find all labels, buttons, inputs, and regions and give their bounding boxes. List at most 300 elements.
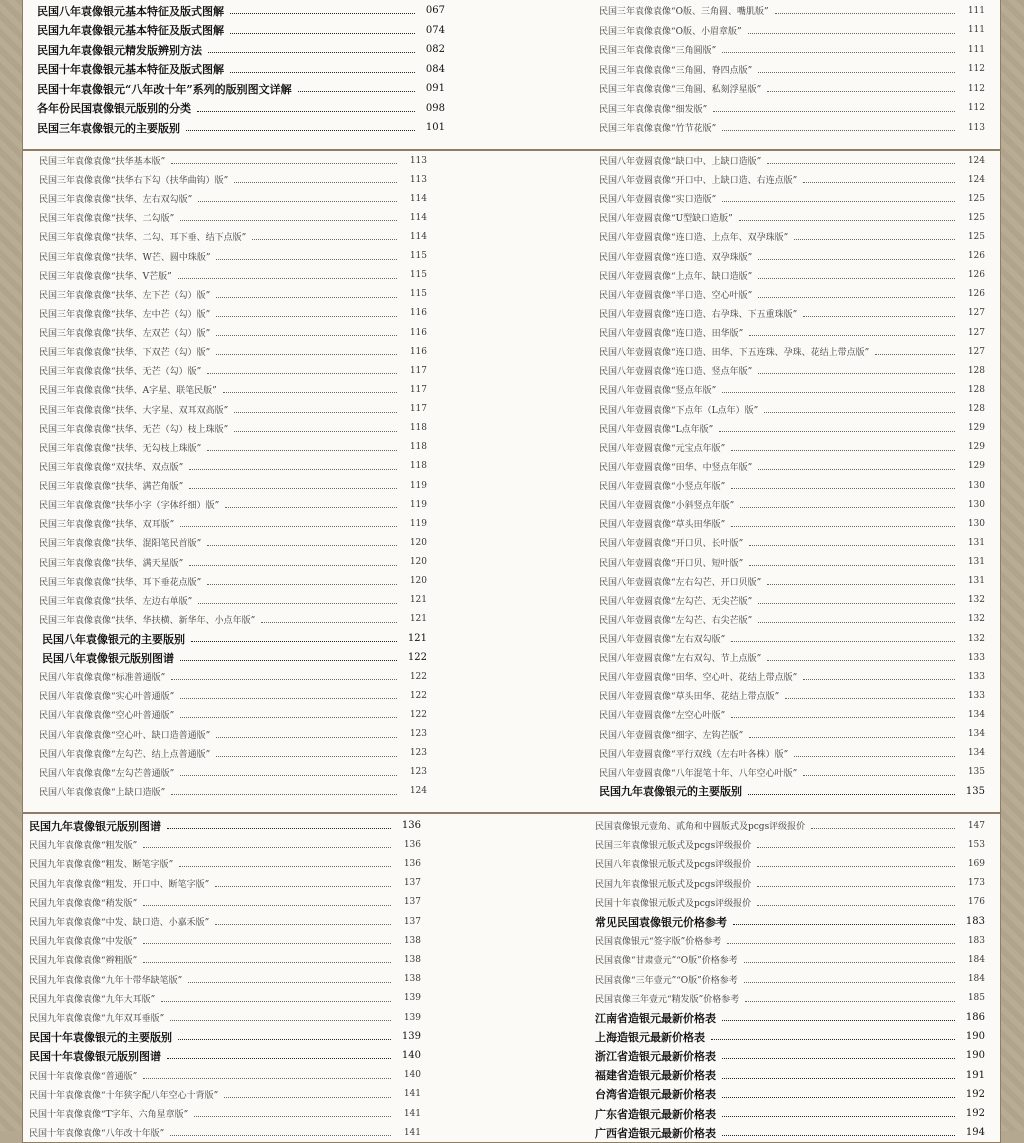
entry-title: 民国袁像银元“签字版”价格参考 [595,937,722,948]
page-number: 132 [967,595,985,606]
toc-entry[interactable] [39,361,427,380]
toc-entry[interactable] [599,438,985,457]
page-number: 067 [425,5,445,16]
toc-entry[interactable] [599,227,985,246]
toc-entry[interactable] [39,419,427,438]
entry-title: 民国三年袁像袁像“扶华、二勾版” [39,214,175,225]
toc-entry[interactable] [599,610,985,629]
entry-title: 民国八年袁像银元基本特征及版式图解 [37,4,224,18]
entry-title: 民国三年袁像袁像“扶华、W芒、圆中珠版” [39,252,211,263]
toc-heading-entry[interactable] [599,782,985,801]
entry-title: 民国八年壹圆袁像“开口中、上缺口造、右连点版” [599,176,798,187]
page-number: 115 [409,289,427,300]
toc-entry[interactable] [599,380,985,399]
toc-heading-entry[interactable] [37,1,445,20]
toc-heading-entry[interactable] [37,99,445,118]
page-number: 138 [403,954,421,965]
entry-title: 民国三年袁像袁像“扶华、无芒（勾）枝上珠版” [39,424,229,435]
toc-heading-entry[interactable] [595,1104,985,1123]
toc-entry[interactable] [599,247,985,266]
toc-entry[interactable] [39,782,427,801]
entry-title: 江南省造银元最新价格表 [595,1011,716,1025]
toc-entry[interactable] [599,323,985,342]
entry-title: 民国八年壹圆袁像“田华、空心叶、花结上带点版” [599,673,798,684]
dot-leader [216,297,397,298]
page-number: 136 [403,839,421,850]
page-number: 123 [409,748,427,759]
page-number: 169 [967,858,985,869]
toc-entry[interactable] [599,744,985,763]
page-number: 115 [409,251,427,262]
toc-entry[interactable] [599,533,985,552]
dot-leader [216,354,397,355]
page-number: 111 [967,5,985,16]
dot-leader [875,354,955,355]
page-number: 123 [409,767,427,778]
toc-entry[interactable] [29,912,421,931]
dot-leader [749,545,955,546]
entry-title: 民国十年袁像袁像“T字年、六角星章版” [29,1110,189,1120]
page-number: 113 [409,155,427,166]
entry-title: 民国三年袁像袁像“竹节花版” [599,124,717,134]
dot-leader [748,794,955,795]
page-number: 098 [425,102,445,114]
toc-entry[interactable] [599,648,985,667]
dot-leader [298,91,415,92]
page-number: 112 [967,103,985,113]
toc-entry[interactable] [39,533,427,552]
toc-entry[interactable] [599,189,985,208]
toc-entry[interactable] [599,553,985,572]
entry-title: 民国八年壹圆袁像“缺口中、上缺口造版” [599,157,762,167]
page-number: 176 [967,897,985,908]
toc-heading-entry[interactable] [595,1046,985,1065]
toc-entry[interactable] [39,151,427,170]
page-number: 140 [401,1050,421,1062]
dot-leader [161,1001,391,1002]
toc-entry[interactable] [595,854,985,873]
toc-entry[interactable] [39,380,427,399]
page-number: 137 [403,916,421,927]
dot-leader [207,584,397,585]
dot-leader [180,717,397,718]
page-number: 136 [401,820,421,831]
toc-entry[interactable] [39,591,427,610]
entry-title: 民国三年袁像袁像“O版、小眉章版” [599,26,742,37]
toc-entry[interactable] [599,725,985,744]
entry-title: 民国八年壹圆袁像“开口贝、短叶版” [599,558,744,569]
entry-title: 民国八年壹圆袁像“左勾芒、无尖芒版” [599,596,753,607]
toc-entry[interactable] [599,476,985,495]
toc-entry[interactable] [599,495,985,514]
dot-leader [767,660,955,661]
dot-leader [216,259,397,260]
dot-leader [749,335,955,336]
dot-leader [216,335,397,336]
entry-title: 民国三年袁像袁像“细发版” [599,104,708,115]
dot-leader [179,866,391,867]
entry-title: 民国九年袁像袁像“粗发版” [29,841,138,852]
entry-title: 民国九年袁像袁像“九年双耳垂版” [29,1014,165,1024]
toc-entry[interactable] [39,342,427,361]
toc-heading-entry[interactable] [39,648,427,667]
entry-title: 民国九年袁像袁像“粗发、断笔字版” [29,860,174,871]
page-number: 121 [409,595,427,606]
entry-title: 民国八年壹圆袁像“田华、中竖点年版” [599,462,753,473]
toc-entry[interactable] [599,79,985,98]
dot-leader [207,450,397,451]
toc-entry[interactable] [599,266,985,285]
dot-leader [731,450,955,451]
page-number: 134 [967,709,985,720]
toc-heading-entry[interactable] [595,1066,985,1085]
entry-title: 常见民国袁像银元价格参考 [595,915,727,929]
toc-entry[interactable] [29,1066,421,1085]
toc-entry[interactable] [599,591,985,610]
dot-leader [727,943,955,944]
toc-entry[interactable] [595,874,985,893]
toc-entry[interactable] [599,667,985,686]
toc-entry[interactable] [39,227,427,246]
toc-entry[interactable] [39,189,427,208]
dot-leader [775,13,955,14]
toc-entry[interactable] [29,1104,421,1123]
toc-entry[interactable] [39,763,427,782]
dot-leader [225,507,397,508]
entry-title: 民国八年壹圆袁像“连口造、田华版” [599,329,744,340]
entry-title: 民国八年袁像袁像“空心叶普通版” [39,711,175,722]
toc-entry[interactable] [39,553,427,572]
entry-title: 民国九年袁像袁像“九年十带华缺笔版” [29,975,183,986]
dot-leader [230,72,415,73]
dot-leader [189,565,397,566]
dot-leader [191,641,397,642]
page-number: 184 [967,954,985,965]
toc-heading-entry[interactable] [37,60,445,79]
toc-entry[interactable] [39,686,427,705]
dot-leader [757,847,955,848]
dot-leader [739,220,955,221]
page-number: 074 [425,24,445,36]
toc-entry[interactable] [595,816,985,835]
toc-entry[interactable] [599,629,985,648]
dot-leader [758,297,955,298]
dot-leader [722,130,955,131]
entry-title: 民国十年袁像银元“八年改十年”系列的版别图文详解 [37,82,292,96]
page-number: 114 [409,212,427,223]
page-number: 128 [967,384,985,395]
toc-entry[interactable] [39,705,427,724]
entry-title: 民国八年壹圆袁像“连口造、竖点年版” [599,367,753,378]
dot-leader [722,1078,955,1079]
toc-entry[interactable] [599,21,985,40]
toc-entry[interactable] [595,835,985,854]
dot-leader [215,886,391,887]
dot-leader [758,622,955,623]
dot-leader [197,111,415,112]
toc-entry[interactable] [39,247,427,266]
entry-title: 民国八年壹圆袁像“实口造版” [599,195,717,206]
entry-title: 民国九年袁像袁像“中发、缺口造、小嘉禾版” [29,918,210,928]
dot-leader [719,431,955,432]
entry-title: 民国三年袁像袁像“扶华、双耳版” [39,520,175,531]
dot-leader [180,526,397,527]
dot-leader [230,33,415,34]
toc-entry[interactable] [599,763,985,782]
entry-title: 民国八年壹圆袁像“平行双线（左右叶各株）版” [599,749,789,760]
page-number: 124 [967,174,985,185]
page-number: 139 [403,1012,421,1023]
entry-title: 民国三年袁像袁像“扶华、左双芒（勾）版” [39,329,211,340]
toc-entry[interactable] [29,1085,421,1104]
toc-heading-entry[interactable] [595,1123,985,1142]
toc-heading-entry[interactable] [29,1027,421,1046]
page-number: 137 [403,897,421,908]
page-number: 131 [967,537,985,548]
toc-entry[interactable] [39,400,427,419]
page-number: 112 [967,64,985,74]
toc-heading-entry[interactable] [37,79,445,98]
entry-title: 民国三年袁像袁像“三角圆、脊四点版” [599,65,753,76]
page-top [22,0,1001,150]
toc-entry[interactable] [29,989,421,1008]
page-number: 135 [967,767,985,778]
toc-entry[interactable] [39,170,427,189]
toc-heading-entry[interactable] [39,629,427,648]
entry-title: 民国袁像银元壹角、贰角和中圆版式及pcgs评级报价 [595,822,806,832]
dot-leader [178,1039,391,1040]
toc-entry[interactable] [39,667,427,686]
dot-leader [803,316,955,317]
entry-title: 民国十年袁像银元版式及pcgs评级报价 [595,898,752,909]
entry-title: 民国三年袁像袁像“双扶华、双点版” [39,462,184,473]
entry-title: 民国十年袁像袁像“十年狭字配八年空心十背版” [29,1090,219,1101]
dot-leader [207,373,397,374]
page-number: 137 [403,878,421,889]
toc-entry[interactable] [599,457,985,476]
toc-entry[interactable] [29,970,421,989]
page-number: 134 [967,748,985,759]
page-number: 116 [409,346,427,357]
toc-entry[interactable] [599,686,985,705]
entry-title: 民国九年袁像袁像“稍发版” [29,898,138,909]
toc-entry[interactable] [39,457,427,476]
entry-title: 台湾省造银元最新价格表 [595,1088,716,1102]
entry-title: 民国三年袁像袁像“扶华、左中芒（勾）版” [39,309,211,320]
page-number: 138 [403,974,421,985]
dot-leader [785,698,955,699]
toc-entry[interactable] [599,361,985,380]
toc-heading-entry[interactable] [29,1046,421,1065]
entry-title: 民国三年袁像袁像“三角圆版” [599,46,717,56]
toc-entry[interactable] [599,400,985,419]
entry-title: 民国九年袁像袁像“九年大耳版” [29,994,156,1005]
page-number: 141 [403,1127,421,1138]
page-number: 131 [967,576,985,587]
toc-entry[interactable] [39,208,427,227]
toc-entry[interactable] [599,285,985,304]
toc-entry[interactable] [29,854,421,873]
entry-title: 民国三年袁像袁像“扶华、满天星版” [39,558,184,569]
entry-title: 民国八年袁像银元版别图谱 [42,651,174,665]
entry-title: 广东省造银元最新价格表 [595,1107,716,1121]
page-number: 118 [409,461,427,472]
dot-leader [189,488,397,489]
toc-entry[interactable] [39,438,427,457]
dot-leader [722,1116,955,1117]
dot-leader [731,488,955,489]
dot-leader [178,278,397,279]
toc-entry[interactable] [39,572,427,591]
toc-entry[interactable] [29,893,421,912]
toc-entry[interactable] [599,304,985,323]
toc-entry[interactable] [39,323,427,342]
page-number: 130 [967,499,985,510]
entry-title: 民国九年袁像袁像“中发版” [29,937,138,948]
toc-entry[interactable] [39,610,427,629]
dot-leader [731,526,955,527]
toc-entry[interactable] [595,893,985,912]
toc-entry[interactable] [599,705,985,724]
entry-title: 民国八年壹圆袁像“左右勾芒、开口贝版” [599,577,762,588]
toc-entry[interactable] [29,1123,421,1142]
page-number: 121 [407,633,427,644]
dot-leader [722,201,955,202]
dot-leader [224,1097,391,1098]
dot-leader [722,1058,955,1059]
dot-leader [180,698,397,699]
toc-heading-entry[interactable] [595,1027,985,1046]
page-number: 140 [403,1070,421,1081]
entry-title: 民国九年袁像银元基本特征及版式图解 [37,24,224,37]
dot-leader [189,469,397,470]
toc-entry[interactable] [39,476,427,495]
dot-leader [757,886,955,887]
toc-entry[interactable] [599,40,985,59]
page-number: 120 [409,557,427,568]
toc-entry[interactable] [39,266,427,285]
entry-title: 民国八年袁像袁像“上缺口造版” [39,787,166,798]
entry-title: 民国袁像三年壹元“精发版”价格参考 [595,994,740,1005]
dot-leader [767,163,955,164]
page-number: 091 [425,83,445,94]
page-number: 126 [967,251,985,262]
page-number: 186 [965,1012,985,1023]
toc-entry[interactable] [29,1008,421,1027]
toc-entry[interactable] [595,950,985,969]
dot-leader [794,239,955,240]
toc-heading-entry[interactable] [37,118,445,137]
dot-leader [234,182,397,183]
page-number: 082 [425,44,445,55]
entry-title: 民国三年袁像袁像“扶华、A字星、联笔民版” [39,386,217,397]
entry-title: 民国三年袁像袁像“扶华、左右双勾版” [39,195,193,206]
entry-title: 民国九年袁像袁像“辫粗版” [29,956,138,967]
dot-leader [171,679,397,680]
page-number: 111 [967,44,985,55]
entry-title: 民国八年壹圆袁像“细字、左钩芒版” [599,730,744,741]
toc-entry[interactable] [39,304,427,323]
dot-leader [758,278,955,279]
dot-leader [170,1135,391,1136]
toc-entry[interactable] [595,970,985,989]
entry-title: 民国十年袁像银元的主要版别 [29,1030,172,1044]
page-number: 132 [967,614,985,625]
toc-entry[interactable] [599,151,985,170]
dot-leader [749,565,955,566]
entry-title: 民国三年袁像银元的主要版别 [37,121,180,135]
page-number: 129 [967,423,985,434]
dot-leader [764,412,955,413]
entry-title: 民国八年壹圆袁像“U型缺口造版” [599,214,733,225]
toc-entry[interactable] [599,514,985,533]
dot-leader [188,982,391,983]
toc-entry[interactable] [595,931,985,950]
toc-entry[interactable] [599,342,985,361]
page-number: 118 [409,442,427,453]
page-number: 129 [967,461,985,472]
entry-title: 民国九年袁像银元的主要版别 [599,785,742,799]
toc-entry[interactable] [599,118,985,137]
dot-leader [758,469,955,470]
entry-title: 民国三年袁像袁像“O版、三角圆、嘴肌版” [599,7,769,17]
dot-leader [722,1097,955,1098]
toc-entry[interactable] [29,931,421,950]
toc-entry[interactable] [39,285,427,304]
toc-heading-entry[interactable] [595,1085,985,1104]
entry-title: 民国八年袁像袁像“左勾芒普通版” [39,768,175,779]
dot-leader [740,507,955,508]
toc-heading-entry[interactable] [29,816,421,835]
toc-entry[interactable] [599,572,985,591]
page-number: 127 [967,346,985,357]
entry-title: 民国三年袁像袁像“扶华右下勾（扶华曲钩）版” [39,176,229,187]
toc-entry[interactable] [599,60,985,79]
toc-entry[interactable] [599,419,985,438]
entry-title: 民国九年袁像银元版式及pcgs评级报价 [595,879,752,890]
toc-entry[interactable] [595,989,985,1008]
toc-entry[interactable] [29,950,421,969]
toc-heading-entry[interactable] [595,1008,985,1027]
entry-title: 民国三年袁像袁像“扶华、左边右单版” [39,596,193,607]
toc-heading-entry[interactable] [37,40,445,59]
toc-entry[interactable] [29,874,421,893]
dot-leader [744,982,955,983]
toc-entry[interactable] [599,208,985,227]
toc-entry[interactable] [39,744,427,763]
entry-title: 民国十年袁像袁像“八年改十年版” [29,1129,165,1140]
entry-title: 民国袁像“三年壹元”“O版”价格参考 [595,975,738,986]
toc-entry[interactable] [599,99,985,118]
entry-title: 民国八年壹圆袁像“左右双勾版” [599,635,726,645]
toc-entry[interactable] [599,1,985,20]
toc-entry[interactable] [39,514,427,533]
toc-entry[interactable] [599,170,985,189]
page-number: 194 [965,1127,985,1139]
toc-entry[interactable] [29,835,421,854]
page-bottom [22,813,1001,1143]
toc-heading-entry[interactable] [595,912,985,931]
toc-heading-entry[interactable] [37,21,445,40]
page-number: 116 [409,308,427,319]
entry-title: 民国三年袁像袁像“扶华、左下芒（勾）版” [39,290,211,301]
page-number: 133 [967,652,985,663]
dot-leader [722,52,955,53]
toc-entry[interactable] [39,725,427,744]
entry-title: 民国三年袁像袁像“扶华、满芒角版” [39,482,184,493]
toc-entry[interactable] [39,495,427,514]
page-number: 185 [967,993,985,1004]
